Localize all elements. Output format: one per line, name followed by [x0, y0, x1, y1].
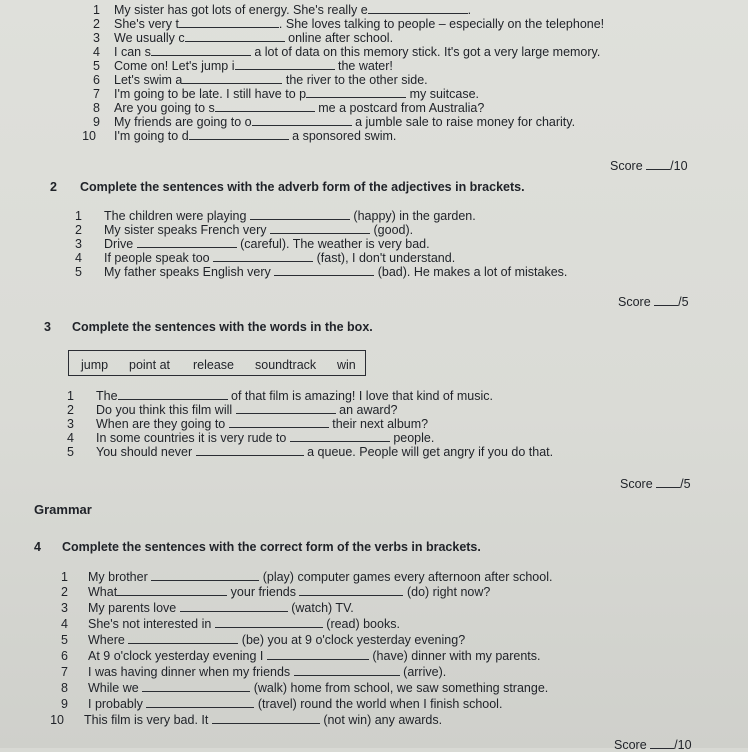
sentence: Let's swim a the river to the other side. — [114, 73, 428, 87]
grammar-heading: Grammar — [34, 502, 92, 517]
item-number: 1 — [61, 570, 68, 584]
score-4: Score /10 — [614, 738, 692, 752]
item-number: 10 — [50, 713, 64, 727]
item-number: 1 — [75, 209, 82, 223]
sentence: Where (be) you at 9 o'clock yesterday evening? — [88, 633, 466, 647]
item-number: 7 — [93, 87, 100, 101]
item-number: 6 — [61, 649, 68, 663]
item-number: 6 — [93, 73, 100, 87]
sentence: My sister has got lots of energy. She's really e . — [114, 3, 472, 17]
score-3: Score /5 — [620, 477, 691, 491]
item-number: 9 — [61, 697, 68, 711]
sentence: What your friends (do) right now? — [88, 585, 491, 599]
sentence: If people speak too (fast), I don't understand. — [104, 251, 456, 265]
item-number: 5 — [93, 59, 100, 73]
sentence: Drive (careful). The weather is very bad. — [104, 237, 430, 251]
item-number: 2 — [93, 17, 100, 31]
item-number: 5 — [67, 445, 74, 459]
sentence: I'm going to d a sponsored swim. — [114, 129, 397, 143]
sentence: She's not interested in (read) books. — [88, 617, 400, 631]
item-number: 4 — [67, 431, 74, 445]
sentence: I was having dinner when my friends (arrive). — [88, 665, 447, 679]
sentence: We usually c online after school. — [114, 31, 394, 45]
sentence: Are you going to s me a postcard from Australia? — [114, 101, 485, 115]
sentence: The of that film is amazing! I love that kind of music. — [96, 389, 493, 403]
sentence: While we (walk) home from school, we saw something strange. — [88, 681, 549, 695]
item-number: 4 — [61, 617, 68, 631]
word-win: win — [337, 358, 356, 372]
word-soundtrack: soundtrack — [255, 358, 317, 372]
item-number: 2 — [75, 223, 82, 237]
sentence: Come on! Let's jump i the water! — [114, 59, 393, 73]
sentence: My brother (play) computer games every afternoon after school. — [88, 570, 553, 584]
sentence: Do you think this film will an award? — [96, 403, 398, 417]
sentence: My parents love (watch) TV. — [88, 601, 354, 615]
score-1: Score /10 — [610, 159, 688, 173]
item-number: 3 — [61, 601, 68, 615]
item-number: 1 — [67, 389, 74, 403]
sentence: The children were playing (happy) in the garden. — [104, 209, 476, 223]
item-number: 8 — [61, 681, 68, 695]
item-number: 3 — [75, 237, 82, 251]
item-number: 5 — [61, 633, 68, 647]
item-number: 4 — [75, 251, 82, 265]
sentence: In some countries it is very rude to people. — [96, 431, 435, 445]
item-number: 4 — [93, 45, 100, 59]
word-jump: jump — [81, 358, 109, 372]
section-4-title: Complete the sentences with the correct form of the verbs in brackets. — [62, 540, 481, 554]
item-number: 2 — [61, 585, 68, 599]
sentence: I probably (travel) round the world when I finish school. — [88, 697, 503, 711]
word-release: release — [193, 358, 234, 372]
sentence: She's very t . She loves talking to people – especially on the telephone! — [114, 17, 605, 31]
sentence: You should never a queue. People will get angry if you do that. — [96, 445, 554, 459]
sentence: My friends are going to o a jumble sale to raise money for charity. — [114, 115, 576, 129]
section-4-number: 4 — [34, 540, 41, 554]
section-3-number: 3 — [44, 320, 51, 334]
section-2-number: 2 — [50, 180, 57, 194]
sentence: My sister speaks French very (good). — [104, 223, 414, 237]
sentence: I'm going to be late. I still have to p my suitcase. — [114, 87, 480, 101]
item-number: 8 — [93, 101, 100, 115]
item-number: 3 — [93, 31, 100, 45]
score-2: Score /5 — [618, 295, 689, 309]
sentence: When are they going to their next album? — [96, 417, 429, 431]
sentence: My father speaks English very (bad). He makes a lot of mistakes. — [104, 265, 568, 279]
item-number: 10 — [82, 129, 96, 143]
item-number: 7 — [61, 665, 68, 679]
item-number: 3 — [67, 417, 74, 431]
item-number: 9 — [93, 115, 100, 129]
sentence: This film is very bad. It (not win) any awards. — [84, 713, 443, 727]
section-2-title: Complete the sentences with the adverb form of the adjectives in brackets. — [80, 180, 525, 194]
sentence: I can s a lot of data on this memory stick. It's got a very large memory. — [114, 45, 601, 59]
sentence: At 9 o'clock yesterday evening I (have) dinner with my parents. — [88, 649, 541, 663]
word-box — [68, 350, 366, 376]
section-3-title: Complete the sentences with the words in the box. — [72, 320, 373, 334]
item-number: 2 — [67, 403, 74, 417]
item-number: 1 — [93, 3, 100, 17]
word-point-at: point at — [129, 358, 171, 372]
item-number: 5 — [75, 265, 82, 279]
